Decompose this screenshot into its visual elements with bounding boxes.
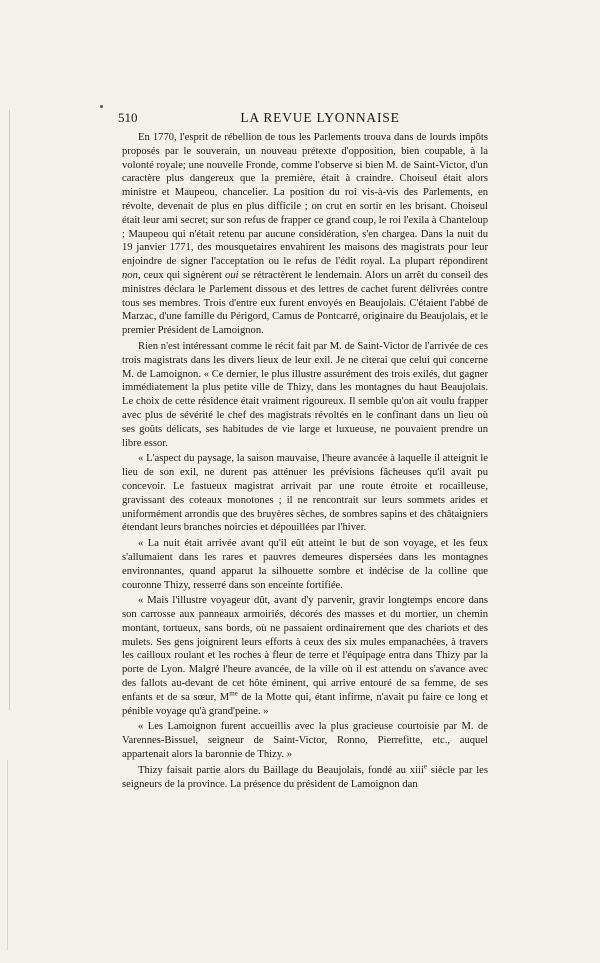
margin-rule-lower: [7, 760, 8, 950]
paragraph-p2: [122, 340, 488, 450]
text-run: , ceux qui signèrent: [137, 269, 226, 281]
text-run: « Les Lamoignon furent accueillis avec la plus gracieuse courtoisie par M. de Varennes-Bissuel, seigneur de Saint-Victor, Ronno, Pierrefitte, etc., auquel appartenait alors la baronnie de Thizy. »: [122, 721, 488, 761]
text-run: « La nuit était arrivée avant qu'il eût atteint le but de son voyage, et les feux s'allumaient dans les rares et pauvres demeures dispersées dans les montagnes environnantes, quand apparut la silhouette sombre et indécise de la colline que couronne Thizy, resserré dans son enceinte fortifiée.: [122, 538, 488, 591]
margin-dot: [100, 105, 103, 108]
text-run: « Mais l'illustre voyageur dût, avant d'y parvenir, gravir longtemps encore dans son carrosse aux panneaux armoiriés, décorés des masses et du mortier, un chemin montant, tortueux, sans bords, où ne passaient ordinairement que des chariots et des mulets. Ses gens joignirent leurs efforts à ceux des six mules empanachées, à travers les cailloux roulant et les roches à fleur de terre et l'équipage entra dans Thizy par la porte de Lyon. Malgré l'heure avancée, de la ville où il est attendu on s'avance avec des fallots au-devant de cet hôte éminent, qui arrive entouré de sa femme, de ses enfants et de sa sœur, M: [122, 595, 488, 703]
page-number: 510: [118, 110, 138, 125]
paragraph-p1: [122, 131, 488, 338]
paragraph-p5: [122, 594, 488, 718]
paragraph-p6: [122, 720, 488, 761]
running-head: LA REVUE LYONNAISE: [240, 110, 400, 125]
text-run: « L'aspect du paysage, la saison mauvaise, l'heure avancée à laquelle il atteignit le lieu de son exil, ne durent pas atténuer les prévisions fâcheuses qu'il avait pu concevoir. Le fastueux magistrat arrivait par une route étroite et rocailleuse, gravissant des coteaux monotones ; il ne rencontrait sur leurs sommets arides et uniformément arrondis que des bruyères sèches, de sombres sapins et des châtaigniers étendant leurs branches noircies et dépouillées par l'hiver.: [122, 453, 488, 534]
text-run: Rien n'est intéressant comme le récit fait par M. de Saint-Victor de l'arrivée de ces trois magistrats dans les divers lieux de leur exil. Je ne citerai que celui qui concerne M. de Lamoignon. « Ce dernier, le plus illustre assurément des trois exilés, dut gagner immédiatement la plus petite ville de Thizy, dans les montagnes du haut Beaujolais. Le choix de cette résidence était vraiment rigoureux. Il semble qu'on ait voulu frapper avec plus de sévérité le chef des magistrats révoltés en le confinant dans un lieu où ses goûts délicats, ses habitudes de vie large et luxueuse, ne pouvaient prendre un libre essor.: [122, 340, 488, 449]
italic-word: oui: [225, 269, 239, 281]
text-run: se rétractèrent le lendemain. Alors un arrêt du conseil des ministres déclara le Parlement dissous et des lettres de cachet furent délivrées contre tous ses membres. Trois d'entre eux furent envoyés en Beaujolais. C'étaient l'abbé de Marzac, d'une famille du Périgord, Camus de Pontcarré, originaire du Beaujolais, et le premier Président de Lamoignon.: [122, 269, 489, 337]
text-run: de la Motte qui, étant infirme, n'avait pu faire ce long et pénible voyage qu'à grand'peine. »: [122, 691, 488, 717]
italic-word: non: [122, 269, 138, 281]
superscript: me: [229, 689, 238, 698]
paragraph-p7: [122, 764, 488, 792]
superscript: e: [423, 762, 428, 771]
paragraph-p3: [122, 452, 488, 535]
text-run: En 1770, l'esprit de rébellion de tous les Parlements trouva dans de lourds impôts proposés par le souverain, un nouveau prétexte d'opposition, bien coupable, à la volonté royale; une nouvelle Fronde, comme l'observe si bien M. de Saint-Victor, d'un caractère plus dangereux que la première, était à craindre. Choiseul était alors ministre et Maupeou, chancelier. La position du roi vis-à-vis des Parlements, en révolte, devenait de plus en plus difficile ; on crut en sortir en les brisant. Choiseul était leur ami secret; sur son refus de frapper ce grand coup, le roi l'exila à Chanteloup ; Maupeou qui n'était retenu par aucune considération, s'en chargea. Dans la nuit du 19 janvier 1771, des mousquetaires envahirent les maisons des magistrats pour leur enjoindre de signer l'acceptation ou le refus de l'édit royal. La plupart répondirent: [122, 132, 488, 268]
margin-rule: [9, 110, 10, 710]
text-run: Thizy faisait partie alors du Baillage du Beaujolais, fondé au xiii: [138, 764, 424, 776]
article-body: [122, 131, 488, 793]
text-run: siècle par les seigneurs de la province. La présence du président de Lamoignon dan: [122, 764, 488, 790]
paragraph-p4: [122, 537, 488, 592]
